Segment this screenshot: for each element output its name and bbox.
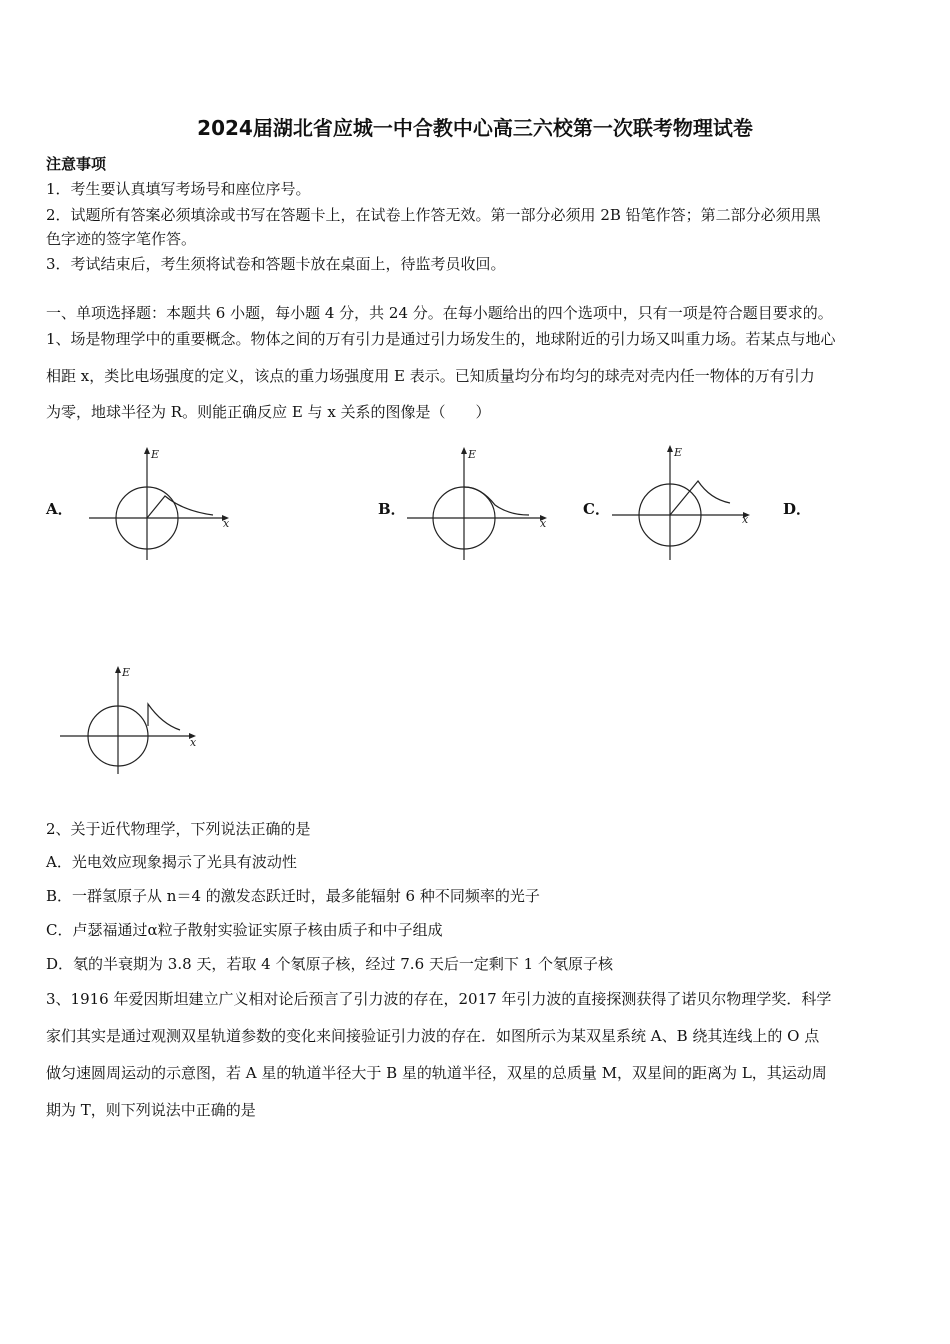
question-3-stem: 做匀速圆周运动的示意图，若 A 星的轨道半径大于 B 星的轨道半径，双星的总质量 M，双星间的距离为 L，其运动周 bbox=[46, 1064, 827, 1082]
page-title: 2024届湖北省应城一中合教中心高三六校第一次联考物理试卷 bbox=[197, 116, 753, 140]
axis-x-label: x bbox=[742, 513, 749, 526]
axis-y-label: E bbox=[674, 446, 683, 459]
question-2-option-c[interactable]: C．卢瑟福通过α粒子散射实验证实原子核由质子和中子组成 bbox=[46, 921, 443, 939]
question-3-stem: 家们其实是通过观测双星轨道参数的变化来间接验证引力波的存在．如图所示为某双星系统 A、B 绕其连线上的 O 点 bbox=[46, 1027, 820, 1045]
option-a-label[interactable]: A． bbox=[46, 500, 73, 518]
question-3-stem: 期为 T，则下列说法中正确的是 bbox=[46, 1101, 256, 1119]
axis-x-label: x bbox=[540, 517, 547, 530]
axis-y-label: E bbox=[122, 666, 131, 679]
question-2-option-a[interactable]: A．光电效应现象揭示了光具有波动性 bbox=[46, 853, 297, 871]
notice-heading: 注意事项 bbox=[46, 155, 107, 173]
graph-option-a bbox=[85, 445, 245, 565]
notice-item: 1．考生要认真填写考场号和座位序号。 bbox=[46, 180, 311, 198]
graph-option-b bbox=[403, 445, 563, 565]
option-b-label[interactable]: B． bbox=[378, 500, 406, 518]
axis-y-label: E bbox=[151, 448, 160, 461]
question-1-stem: 相距 x，类比电场强度的定义，该点的重力场强度用 E 表示。已知质量均分布均匀的球壳对壳内任一物体的万有引力 bbox=[46, 367, 815, 385]
question-3-stem: 3、1916 年爱因斯坦建立广义相对论后预言了引力波的存在，2017 年引力波的直接探测获得了诺贝尔物理学奖．科学 bbox=[46, 990, 832, 1008]
question-2-option-b[interactable]: B．一群氢原子从 n＝4 的激发态跃迁时，最多能辐射 6 种不同频率的光子 bbox=[46, 887, 540, 905]
question-1-stem: 1、场是物理学中的重要概念。物体之间的万有引力是通过引力场发生的，地球附近的引力场又叫重力场。若某点与地心 bbox=[46, 330, 836, 348]
graph-option-d bbox=[58, 662, 218, 782]
notice-item: 色字迹的签字笔作答。 bbox=[46, 230, 197, 248]
question-2-stem: 2、关于近代物理学，下列说法正确的是 bbox=[46, 820, 311, 838]
option-d-label[interactable]: D． bbox=[783, 500, 812, 518]
section-heading: 一、单项选择题：本题共 6 小题，每小题 4 分，共 24 分。在每小题给出的四个选项中，只有一项是符合题目要求的。 bbox=[46, 304, 833, 322]
notice-item: 2．试题所有答案必须填涂或书写在答题卡上，在试卷上作答无效。第一部分必须用 2B 铅笔作答；第二部分必须用黑 bbox=[46, 206, 821, 224]
option-c-label[interactable]: C． bbox=[583, 500, 610, 518]
axis-x-label: x bbox=[223, 517, 230, 530]
graph-option-c bbox=[608, 443, 768, 563]
axis-y-label: E bbox=[468, 448, 477, 461]
question-1-stem: 为零，地球半径为 R。则能正确反应 E 与 x 关系的图像是（ ） bbox=[46, 403, 491, 421]
notice-item: 3．考试结束后，考生须将试卷和答题卡放在桌面上，待监考员收回。 bbox=[46, 255, 506, 273]
axis-x-label: x bbox=[190, 736, 197, 749]
question-2-option-d[interactable]: D．氡的半衰期为 3.8 天，若取 4 个氡原子核，经过 7.6 天后一定剩下 1 个氡原子核 bbox=[46, 955, 613, 973]
